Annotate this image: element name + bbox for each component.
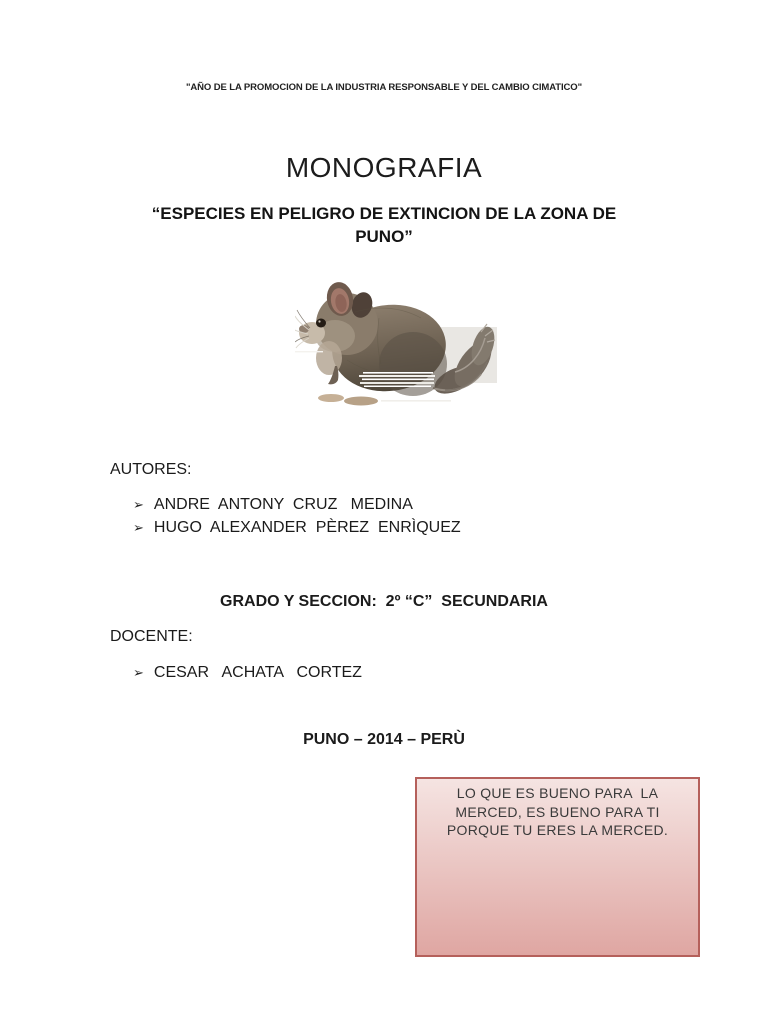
year-motto-header: "AÑO DE LA PROMOCION DE LA INDUSTRIA RESPONSABLE Y DEL CAMBIO CIMATICO" [185,82,582,93]
place-year-line: PUNO – 2014 – PERÙ [303,731,465,748]
list-item [133,493,461,516]
grade-section-line: GRADO Y SECCION: 2º “C” SECUNDARIA [220,593,548,610]
page-title: MONOGRAFIA [285,152,483,183]
list-item [133,516,461,539]
teacher-label: DOCENTE: [110,628,193,645]
chinchilla-image [295,272,497,408]
list-item [133,661,362,684]
note-box-text: MERCED, ES BUENO PARA TI [455,803,660,820]
teacher-name: CESAR ACHATA CORTEZ [153,664,362,681]
note-box-text: LO QUE ES BUENO PARA LA [456,785,659,801]
chinchilla-illustration [295,272,497,408]
page-subtitle: “ESPECIES EN PELIGRO DE EXTINCION DE LA ZONA DE PUNO” [151,204,617,246]
authors-list [133,493,461,539]
teacher-list [133,661,362,684]
author-name: HUGO ALEXANDER PÈREZ ENRÌQUEZ [153,519,461,536]
note-box [415,777,700,957]
arrow-bullet-icon: ➢ [133,520,144,535]
authors-label: AUTORES: [110,461,192,478]
arrow-bullet-icon: ➢ [133,665,144,680]
arrow-bullet-icon: ➢ [133,497,144,512]
note-box-text: PORQUE TU ERES LA MERCED. [446,822,669,838]
author-name: ANDRE ANTONY CRUZ MEDINA [153,496,413,513]
